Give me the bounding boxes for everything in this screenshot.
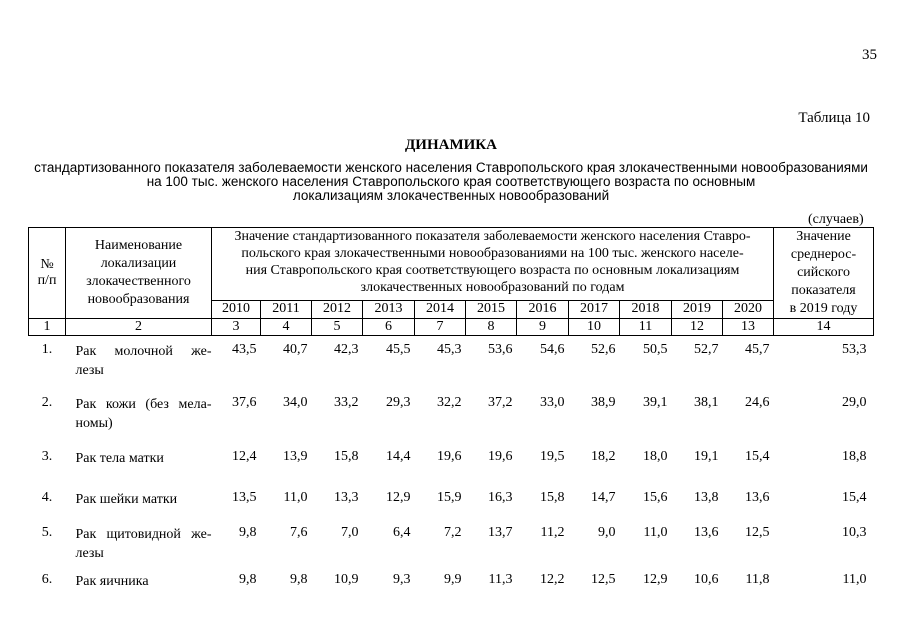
year-header: 2014 xyxy=(415,300,466,318)
units-label: (случаев) xyxy=(808,212,864,227)
document-subtitle xyxy=(28,161,874,203)
localization-name xyxy=(66,443,212,484)
column-number: 11 xyxy=(620,319,672,336)
document-title: ДИНАМИКА xyxy=(404,137,498,153)
russia-average-value: 11,0 xyxy=(842,571,867,587)
localization-name-line: Рак молочной же- xyxy=(75,344,212,359)
column-number: 8 xyxy=(466,319,517,336)
localization-name-line: Рак тела матки xyxy=(75,450,164,466)
table-label: Таблица 10 xyxy=(798,110,870,126)
localization-name-line: лезы xyxy=(75,363,104,378)
russia-average-value: 18,8 xyxy=(842,448,867,464)
page-number: 35 xyxy=(862,47,877,63)
year-value: 13,6 xyxy=(745,489,770,505)
year-header: 2010 xyxy=(212,300,261,318)
year-value: 11,2 xyxy=(540,524,565,540)
year-value: 18,2 xyxy=(591,448,616,464)
year-value: 14,7 xyxy=(591,489,616,505)
year-header: 2018 xyxy=(620,300,672,318)
year-value: 15,8 xyxy=(334,448,359,464)
table-row xyxy=(29,484,874,519)
localization-name-line: лезы xyxy=(75,545,104,561)
header-name-column: Наименование локализации злокачественного новообразования xyxy=(66,228,212,319)
header-values-by-year: Значение стандартизованного показателя заболеваемости женского населения Ставро- польского края злокачественными новообразованиями на 100 тыс. женского населе- ния Ставропольского края соответствующего возраста по основным локализациям злокачественных новообразований по годам xyxy=(212,228,774,301)
table-row xyxy=(29,566,874,604)
year-value: 16,3 xyxy=(488,489,513,505)
year-value: 11,0 xyxy=(643,524,668,540)
table-row xyxy=(29,443,874,484)
year-value: 19,1 xyxy=(694,448,719,464)
year-value: 13,3 xyxy=(334,489,359,505)
header-number-column: № п/п xyxy=(29,228,66,319)
column-number: 2 xyxy=(66,319,212,336)
year-value: 15,8 xyxy=(540,489,565,505)
year-value: 34,0 xyxy=(283,394,308,410)
row-number: 5. xyxy=(41,524,53,540)
russia-average-value: 15,4 xyxy=(842,489,867,505)
year-value: 12,4 xyxy=(232,448,257,464)
column-number: 3 xyxy=(212,319,261,336)
localization-name-line: номы) xyxy=(75,415,113,431)
year-value: 12,9 xyxy=(643,571,668,587)
russia-average-value: 10,3 xyxy=(842,524,867,540)
row-number: 3. xyxy=(41,448,53,464)
year-value: 12,2 xyxy=(540,571,565,587)
year-value: 37,2 xyxy=(488,394,513,410)
year-value: 33,2 xyxy=(334,394,359,410)
column-number: 14 xyxy=(774,319,874,336)
column-number: 4 xyxy=(261,319,312,336)
year-value: 13,9 xyxy=(283,448,308,464)
year-header: 2012 xyxy=(312,300,363,318)
year-value: 45,3 xyxy=(437,342,462,357)
russia-average-value: 29,0 xyxy=(842,394,867,410)
row-number: 2. xyxy=(41,394,53,410)
year-value: 13,5 xyxy=(232,489,257,505)
localization-name-line: Рак шейки матки xyxy=(75,491,178,507)
year-header: 2017 xyxy=(569,300,620,318)
year-value: 45,7 xyxy=(745,342,770,357)
table-row xyxy=(29,389,874,443)
year-value: 11,3 xyxy=(488,571,513,587)
year-header: 2019 xyxy=(672,300,723,318)
year-value: 52,7 xyxy=(694,342,719,357)
year-value: 10,9 xyxy=(334,571,359,587)
table-row xyxy=(29,519,874,566)
year-value: 37,6 xyxy=(232,394,257,410)
row-number: 4. xyxy=(41,489,53,505)
year-value: 29,3 xyxy=(386,394,411,410)
year-value: 7,6 xyxy=(290,524,308,540)
year-value: 12,9 xyxy=(386,489,411,505)
year-value: 18,0 xyxy=(643,448,668,464)
column-number: 12 xyxy=(672,319,723,336)
year-value: 7,0 xyxy=(341,524,359,540)
year-value: 13,6 xyxy=(694,524,719,540)
year-value: 19,6 xyxy=(488,448,513,464)
year-value: 38,9 xyxy=(591,394,616,410)
year-value: 12,5 xyxy=(591,571,616,587)
year-value: 9,8 xyxy=(239,524,257,540)
year-value: 43,5 xyxy=(232,342,257,357)
year-value: 38,1 xyxy=(694,394,719,410)
year-value: 45,5 xyxy=(386,342,411,357)
incidence-table xyxy=(28,227,874,604)
year-value: 32,2 xyxy=(437,394,462,410)
localization-name xyxy=(66,336,212,389)
year-value: 9,3 xyxy=(393,571,411,587)
year-value: 24,6 xyxy=(745,394,770,410)
year-value: 40,7 xyxy=(283,342,308,357)
table-row xyxy=(29,336,874,389)
column-number: 5 xyxy=(312,319,363,336)
header-russia-average: Значение среднерос- сийского показателя в 2019 году xyxy=(774,228,874,319)
localization-name xyxy=(66,484,212,519)
year-value: 9,8 xyxy=(239,571,257,587)
column-number: 6 xyxy=(363,319,415,336)
subtitle-line: стандартизованного показателя заболеваемости женского населения Ставропольского края злокачественными новообразованиями xyxy=(34,160,868,175)
column-number: 1 xyxy=(29,319,66,336)
localization-name xyxy=(66,389,212,443)
year-value: 54,6 xyxy=(540,342,565,357)
subtitle-line: локализациям злокачественных новообразований xyxy=(292,188,610,203)
year-value: 19,6 xyxy=(437,448,462,464)
year-value: 13,7 xyxy=(488,524,513,540)
year-header: 2011 xyxy=(261,300,312,318)
year-header: 2013 xyxy=(363,300,415,318)
year-value: 19,5 xyxy=(540,448,565,464)
year-value: 50,5 xyxy=(643,342,668,357)
year-value: 39,1 xyxy=(643,394,668,410)
year-value: 13,8 xyxy=(694,489,719,505)
localization-name-line: Рак яичника xyxy=(75,573,149,589)
year-header: 2020 xyxy=(723,300,774,318)
localization-name-line: Рак кожи (без мела- xyxy=(75,396,212,412)
year-header: 2015 xyxy=(466,300,517,318)
year-value: 15,6 xyxy=(643,489,668,505)
year-value: 42,3 xyxy=(334,342,359,357)
russia-average-value: 53,3 xyxy=(842,342,867,357)
year-value: 10,6 xyxy=(694,571,719,587)
year-value: 12,5 xyxy=(745,524,770,540)
localization-name-line: Рак щитовидной же- xyxy=(75,526,212,542)
year-value: 7,2 xyxy=(444,524,462,540)
row-number: 6. xyxy=(41,571,53,587)
localization-name xyxy=(66,566,212,604)
year-value: 52,6 xyxy=(591,342,616,357)
year-value: 15,9 xyxy=(437,489,462,505)
column-number: 13 xyxy=(723,319,774,336)
year-value: 33,0 xyxy=(540,394,565,410)
column-number: 10 xyxy=(569,319,620,336)
column-number: 7 xyxy=(415,319,466,336)
row-number: 1. xyxy=(41,342,53,357)
year-value: 9,0 xyxy=(598,524,616,540)
year-value: 11,8 xyxy=(745,571,770,587)
column-number: 9 xyxy=(517,319,569,336)
year-value: 9,8 xyxy=(290,571,308,587)
localization-name xyxy=(66,519,212,566)
year-value: 9,9 xyxy=(444,571,462,587)
year-value: 15,4 xyxy=(745,448,770,464)
year-value: 14,4 xyxy=(386,448,411,464)
subtitle-line: на 100 тыс. женского населения Ставропольского края соответствующего возраста по основным xyxy=(146,174,756,189)
year-header: 2016 xyxy=(517,300,569,318)
year-value: 6,4 xyxy=(393,524,411,540)
year-value: 53,6 xyxy=(488,342,513,357)
year-value: 11,0 xyxy=(283,489,308,505)
